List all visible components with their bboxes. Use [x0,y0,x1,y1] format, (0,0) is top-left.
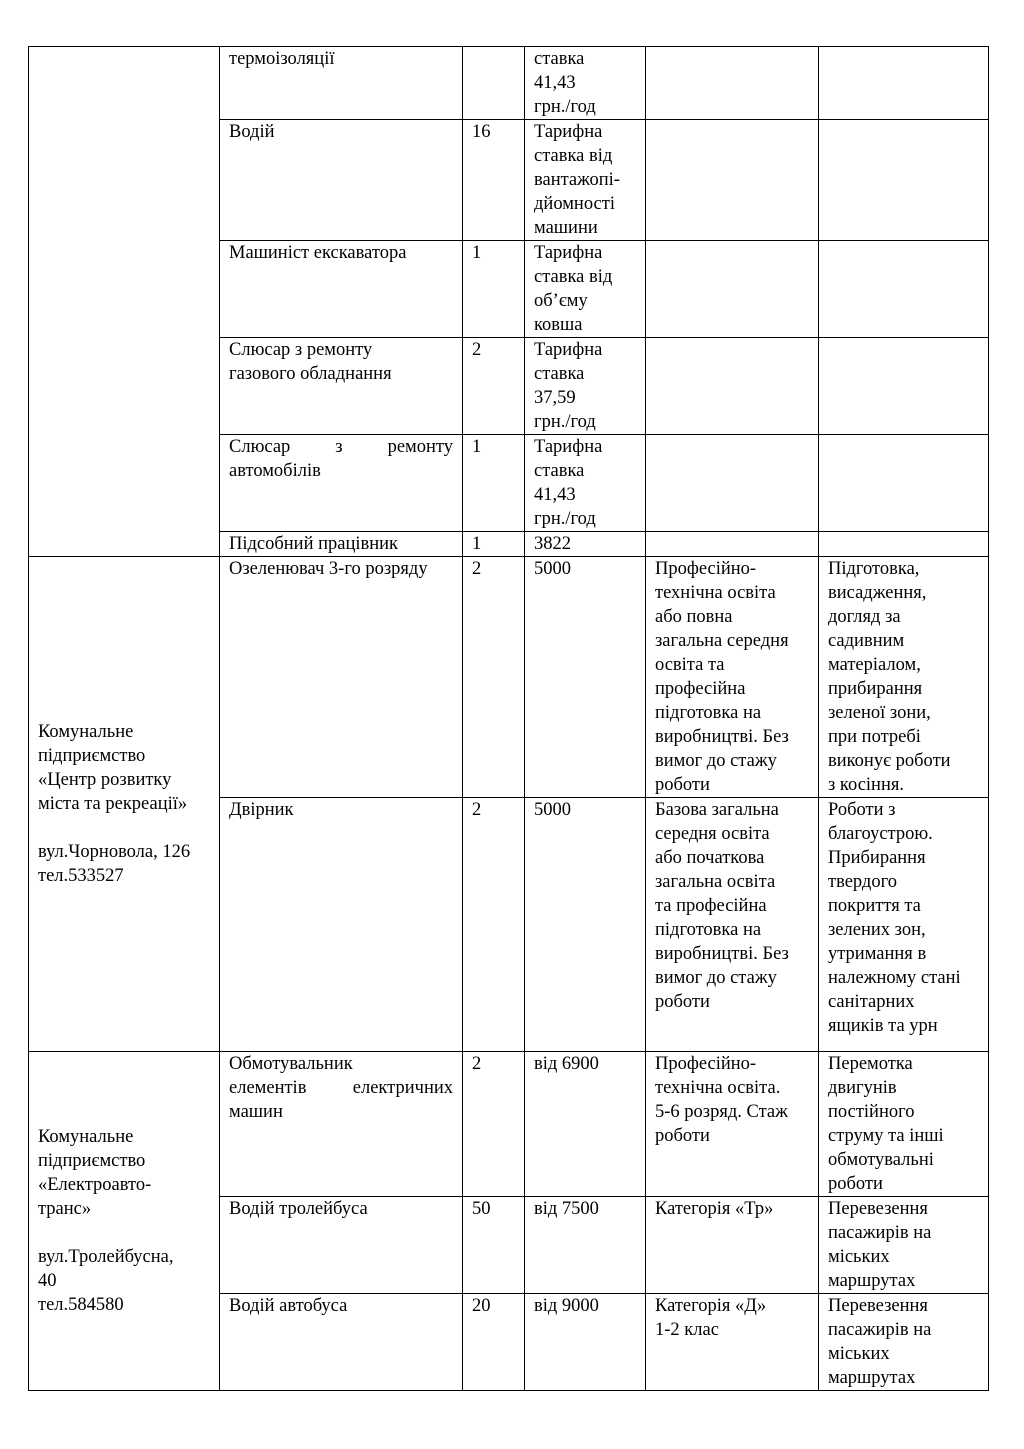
salary-cell: від 6900 [525,1052,646,1197]
requirements-cell [646,532,819,557]
salary-cell: Тарифна ставка 41,43 грн./год [525,435,646,532]
salary-cell: Тарифна ставка від вантажопі- дйомності машини [525,120,646,241]
position-cell: Слюсар з ремонту автомобілів [220,435,463,532]
duties-cell: Перемотка двигунів постійного струму та інші обмотувальні роботи [819,1052,989,1197]
organization-address: вул.Тролейбусна, 40 тел.584580 [38,1247,174,1315]
salary-cell: від 9000 [525,1294,646,1391]
count-cell: 2 [463,338,525,435]
organization-name: Комунальне підприємство «Центр розвитку міста та рекреації» [38,722,188,814]
requirements-cell [646,338,819,435]
count-cell: 2 [463,798,525,1052]
duties-cell: Роботи з благоустрою. Прибирання твердого покриття та зелених зон, утримання в належному стані санітарних ящиків та урн [819,798,989,1052]
duties-cell [819,47,989,120]
organization-address: вул.Чорновола, 126 тел.533527 [38,842,191,886]
duties-cell: Перевезення пасажирів на міських маршрутах [819,1197,989,1294]
salary-cell: 5000 [525,557,646,798]
position-cell: Машиніст екскаватора [220,241,463,338]
requirements-cell: Категорія «Д» 1-2 клас [646,1294,819,1391]
duties-cell [819,241,989,338]
requirements-cell [646,241,819,338]
position-cell: Слюсар з ремонту газового обладнання [220,338,463,435]
table-row [29,557,989,798]
position-cell: Озеленювач 3-го розряду [220,557,463,798]
requirements-cell: Базова загальна середня освіта або початкова загальна освіта та професійна підготовка на виробництві. Без вимог до стажу роботи [646,798,819,1052]
organization-name: Комунальне підприємство «Електроавто- транс» [38,1127,152,1219]
requirements-cell: Категорія «Тр» [646,1197,819,1294]
position-cell: Підсобний працівник [220,532,463,557]
count-cell: 2 [463,557,525,798]
duties-cell [819,120,989,241]
count-cell: 2 [463,1052,525,1197]
position-cell: Обмотувальник елементів електричних машин [220,1052,463,1197]
requirements-cell: Професійно- технічна освіта. 5-6 розряд. Стаж роботи [646,1052,819,1197]
organization-cell [29,557,220,1052]
salary-cell: 5000 [525,798,646,1052]
count-cell [463,47,525,120]
requirements-cell [646,120,819,241]
count-cell: 50 [463,1197,525,1294]
position-cell: Двірник [220,798,463,1052]
duties-cell: Перевезення пасажирів на міських маршрутах [819,1294,989,1391]
count-cell: 16 [463,120,525,241]
salary-cell: ставка 41,43 грн./год [525,47,646,120]
position-cell: Водій тролейбуса [220,1197,463,1294]
duties-cell [819,435,989,532]
salary-cell: 3822 [525,532,646,557]
table-row [29,1052,989,1197]
table-row [29,47,989,120]
salary-cell: Тарифна ставка 37,59 грн./год [525,338,646,435]
requirements-cell: Професійно- технічна освіта або повна загальна середня освіта та професійна підготовка на виробництві. Без вимог до стажу роботи [646,557,819,798]
requirements-cell [646,47,819,120]
duties-cell [819,338,989,435]
requirements-cell [646,435,819,532]
count-cell: 1 [463,241,525,338]
vacancies-table [28,46,989,1391]
position-cell: Водій автобуса [220,1294,463,1391]
duties-cell [819,532,989,557]
organization-cell [29,1052,220,1391]
salary-cell: від 7500 [525,1197,646,1294]
org-cell-empty [29,47,220,557]
count-cell: 20 [463,1294,525,1391]
salary-cell: Тарифна ставка від об’єму ковша [525,241,646,338]
count-cell: 1 [463,532,525,557]
position-cell: термоізоляції [220,47,463,120]
count-cell: 1 [463,435,525,532]
position-cell: Водій [220,120,463,241]
duties-cell: Підготовка, висадження, догляд за садивним матеріалом, прибирання зеленої зони, при потребі виконує роботи з косіння. [819,557,989,798]
